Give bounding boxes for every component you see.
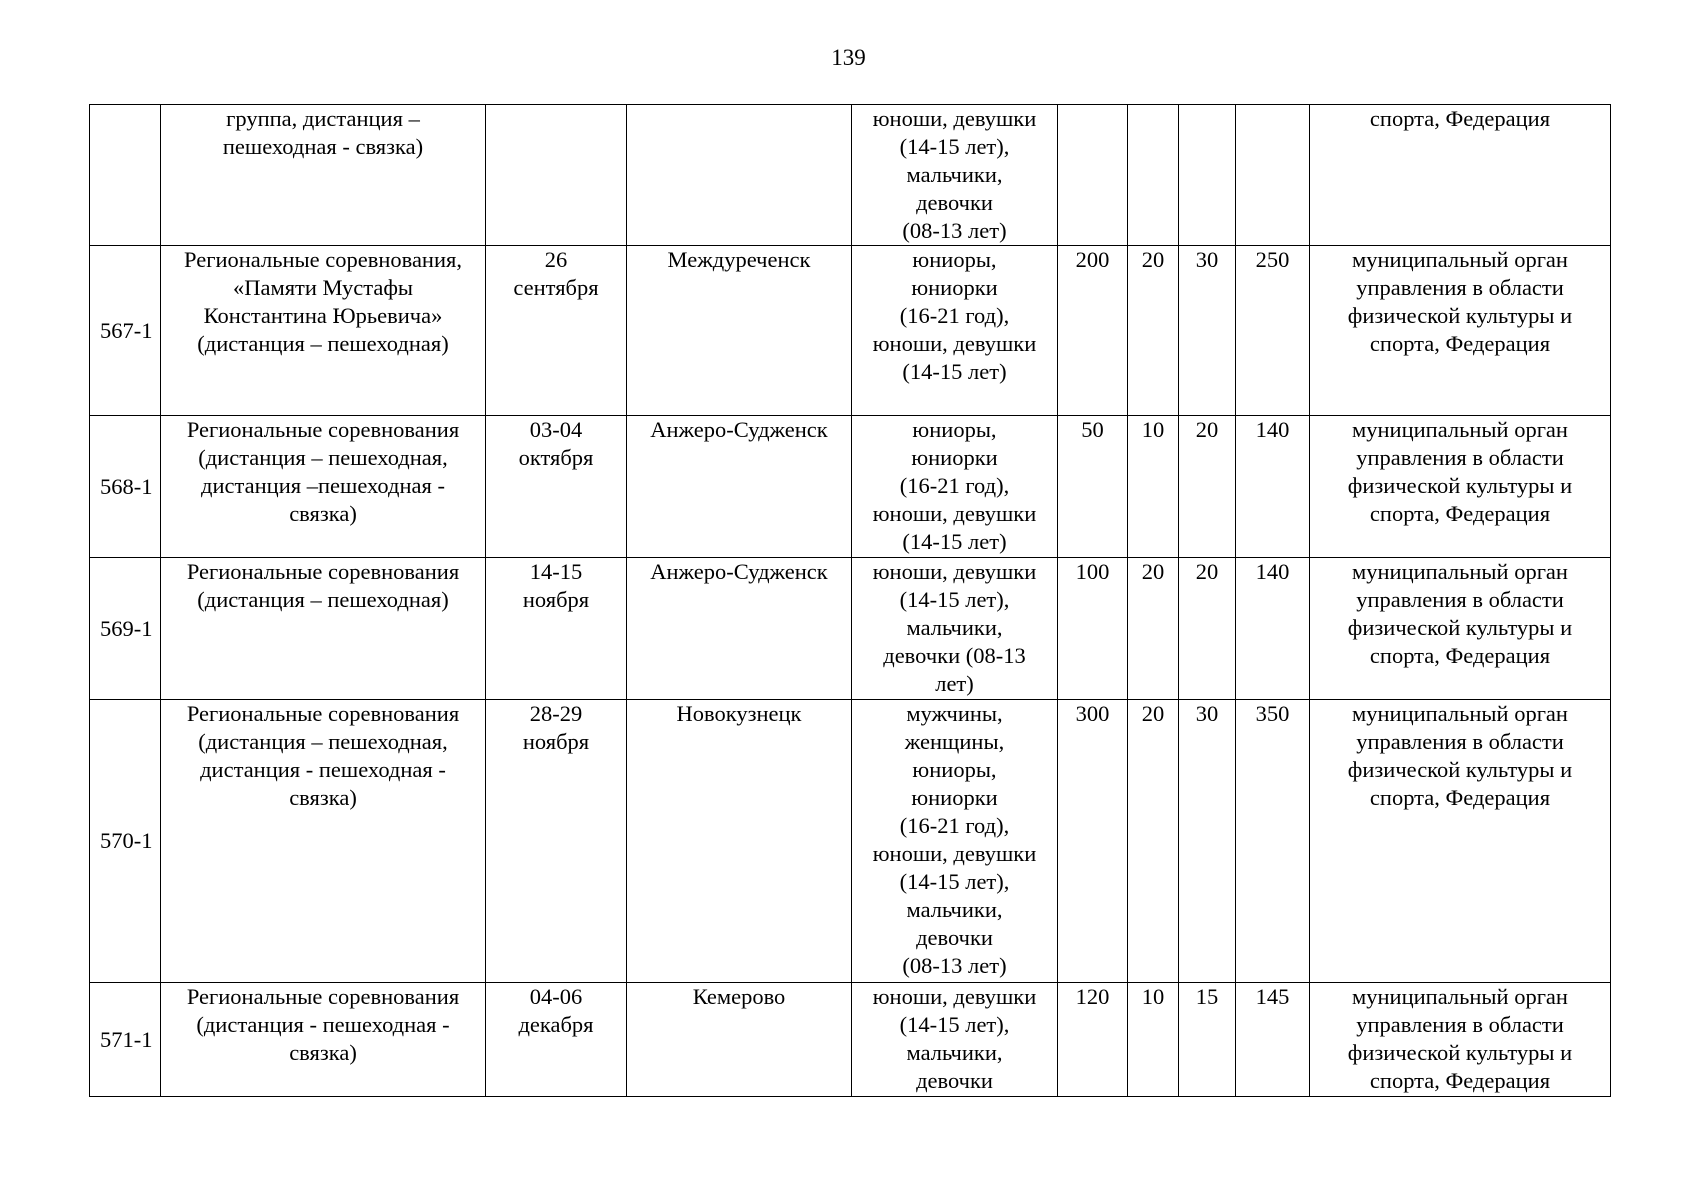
number-cell bbox=[90, 105, 161, 246]
place-cell bbox=[627, 105, 852, 246]
event-dates-line: 04-06 bbox=[529, 984, 583, 1009]
row-number: 571-1 bbox=[100, 1026, 153, 1052]
event-dates-line: ноября bbox=[522, 729, 590, 754]
participants-cell bbox=[852, 105, 1058, 246]
organizer-line: спорта, Федерация bbox=[1369, 1068, 1551, 1093]
count-value-2: 20 bbox=[1141, 559, 1165, 584]
organizer-cell bbox=[1310, 983, 1611, 1097]
count-cell-4 bbox=[1236, 246, 1310, 416]
count-cell-4 bbox=[1236, 416, 1310, 558]
organizer-line: управления в области bbox=[1356, 445, 1564, 470]
place-cell bbox=[627, 246, 852, 416]
organizer-line: муниципальный орган bbox=[1352, 701, 1568, 726]
row-number: 568-1 bbox=[100, 473, 153, 499]
event-name-line: Региональные соревнования bbox=[186, 417, 460, 442]
participants-line: (14-15 лет), bbox=[899, 134, 1010, 159]
event-dates-line: декабря bbox=[518, 1012, 594, 1037]
count-cell-4 bbox=[1236, 983, 1310, 1097]
participants-line: юноши, девушки bbox=[872, 106, 1037, 131]
table-row bbox=[90, 558, 1611, 700]
event-dates-line: ноября bbox=[522, 587, 590, 612]
event-name-line: дистанция - пешеходная - bbox=[200, 757, 446, 782]
organizer-cell bbox=[1310, 700, 1611, 983]
count-cell-3 bbox=[1179, 700, 1236, 983]
number-cell bbox=[90, 700, 161, 983]
row-number: 570-1 bbox=[100, 828, 153, 853]
event-dates-line: 14-15 bbox=[529, 559, 583, 584]
participants-line: девочки bbox=[916, 925, 993, 950]
competition-schedule-table bbox=[89, 104, 1611, 1097]
count-cell-1 bbox=[1058, 416, 1128, 558]
count-value-1: 100 bbox=[1075, 559, 1110, 584]
participants-cell bbox=[852, 983, 1058, 1097]
participants-line: юниоры, bbox=[912, 417, 997, 442]
organizer-cell bbox=[1310, 246, 1611, 416]
count-value-3: 20 bbox=[1195, 559, 1219, 584]
count-value-4: 145 bbox=[1255, 984, 1290, 1009]
event-name-line: Региональные соревнования bbox=[186, 984, 460, 1009]
count-value-3: 30 bbox=[1195, 247, 1219, 272]
count-value-3: 15 bbox=[1195, 984, 1219, 1009]
count-cell-2 bbox=[1128, 700, 1179, 983]
participants-line: мальчики, bbox=[906, 162, 1003, 187]
event-name-line: пешеходная - связка) bbox=[222, 134, 424, 159]
organizer-line: физической культуры и bbox=[1347, 757, 1573, 782]
event-name-line: дистанция –пешеходная - bbox=[201, 473, 445, 498]
participants-line: мужчины, bbox=[906, 701, 1003, 726]
count-cell-1 bbox=[1058, 246, 1128, 416]
row-number: 567-1 bbox=[100, 317, 153, 343]
number-cell bbox=[90, 983, 161, 1097]
participants-cell bbox=[852, 700, 1058, 983]
count-cell-2 bbox=[1128, 558, 1179, 700]
participants-line: юноши, девушки bbox=[872, 841, 1037, 866]
count-value-4: 350 bbox=[1255, 701, 1290, 726]
participants-line: юниорки bbox=[911, 275, 998, 300]
organizer-line: муниципальный орган bbox=[1352, 559, 1568, 584]
participants-line: юниоры, bbox=[912, 247, 997, 272]
participants-line: юноши, девушки bbox=[872, 331, 1037, 356]
organizer-line: спорта, Федерация bbox=[1369, 106, 1551, 131]
number-cell bbox=[90, 416, 161, 558]
count-cell-3 bbox=[1179, 983, 1236, 1097]
count-value-4: 250 bbox=[1255, 247, 1290, 272]
count-cell-4 bbox=[1236, 558, 1310, 700]
event-name-cell bbox=[161, 105, 486, 246]
participants-line: юноши, девушки bbox=[872, 559, 1037, 584]
count-cell-4 bbox=[1236, 700, 1310, 983]
participants-line: девочки bbox=[916, 1068, 993, 1093]
organizer-cell bbox=[1310, 416, 1611, 558]
event-name-line: Константина Юрьевича» bbox=[203, 303, 443, 328]
event-name-line: связка) bbox=[289, 501, 357, 526]
participants-line: девочки bbox=[916, 190, 993, 215]
event-name-line: (дистанция – пешеходная) bbox=[197, 587, 449, 612]
participants-line: (14-15 лет) bbox=[902, 529, 1007, 554]
dates-cell bbox=[486, 246, 627, 416]
place-cell bbox=[627, 558, 852, 700]
organizer-cell bbox=[1310, 558, 1611, 700]
count-value-2: 20 bbox=[1141, 701, 1165, 726]
participants-line: юниорки bbox=[911, 785, 998, 810]
count-value-1: 300 bbox=[1075, 701, 1110, 726]
count-cell-1 bbox=[1058, 700, 1128, 983]
count-value-4: 140 bbox=[1255, 417, 1290, 442]
organizer-line: муниципальный орган bbox=[1352, 247, 1568, 272]
table-row bbox=[90, 983, 1611, 1097]
count-cell-2 bbox=[1128, 246, 1179, 416]
organizer-line: спорта, Федерация bbox=[1369, 785, 1551, 810]
participants-cell bbox=[852, 558, 1058, 700]
participants-line: женщины, bbox=[904, 729, 1005, 754]
event-place: Кемерово bbox=[692, 984, 786, 1009]
event-place: Междуреченск bbox=[667, 247, 811, 272]
participants-line: мальчики, bbox=[906, 1040, 1003, 1065]
organizer-line: муниципальный орган bbox=[1352, 417, 1568, 442]
event-place: Анжеро-Судженск bbox=[650, 559, 828, 584]
participants-line: девочки (08-13 bbox=[883, 643, 1026, 668]
event-name-line: (дистанция - пешеходная - bbox=[196, 1012, 450, 1037]
event-name-cell bbox=[161, 558, 486, 700]
organizer-line: управления в области bbox=[1356, 1012, 1564, 1037]
participants-cell bbox=[852, 416, 1058, 558]
organizer-cell bbox=[1310, 105, 1611, 246]
count-cell-3 bbox=[1179, 558, 1236, 700]
participants-line: (16-21 год), bbox=[899, 813, 1010, 838]
event-name-line: группа, дистанция – bbox=[226, 106, 420, 131]
participants-line: (14-15 лет), bbox=[899, 869, 1010, 894]
participants-line: юниоры, bbox=[912, 757, 997, 782]
count-cell-4 bbox=[1236, 105, 1310, 246]
count-cell-3 bbox=[1179, 246, 1236, 416]
participants-line: (08-13 лет) bbox=[902, 218, 1007, 243]
count-value-3: 30 bbox=[1195, 701, 1219, 726]
organizer-line: физической культуры и bbox=[1347, 615, 1573, 640]
place-cell bbox=[627, 416, 852, 558]
event-place: Анжеро-Судженск bbox=[650, 417, 828, 442]
place-cell bbox=[627, 700, 852, 983]
event-dates-line: 26 bbox=[544, 247, 568, 272]
organizer-line: физической культуры и bbox=[1347, 303, 1573, 328]
table-row bbox=[90, 246, 1611, 416]
participants-line: (14-15 лет) bbox=[902, 359, 1007, 384]
event-dates-line: сентября bbox=[513, 275, 599, 300]
count-value-1: 50 bbox=[1081, 417, 1104, 442]
table-row bbox=[90, 105, 1611, 246]
participants-cell bbox=[852, 246, 1058, 416]
participants-line: (16-21 год), bbox=[899, 303, 1010, 328]
participants-line: юноши, девушки bbox=[872, 984, 1037, 1009]
event-place: Новокузнецк bbox=[676, 701, 802, 726]
dates-cell bbox=[486, 105, 627, 246]
dates-cell bbox=[486, 700, 627, 983]
organizer-line: спорта, Федерация bbox=[1369, 501, 1551, 526]
count-value-2: 10 bbox=[1141, 984, 1165, 1009]
dates-cell bbox=[486, 416, 627, 558]
event-dates-line: 03-04 bbox=[529, 417, 583, 442]
count-cell-2 bbox=[1128, 105, 1179, 246]
organizer-line: управления в области bbox=[1356, 729, 1564, 754]
count-value-2: 20 bbox=[1141, 247, 1165, 272]
dates-cell bbox=[486, 558, 627, 700]
count-value-2: 10 bbox=[1141, 417, 1165, 442]
event-name-line: «Памяти Мустафы bbox=[232, 275, 414, 300]
count-cell-3 bbox=[1179, 416, 1236, 558]
count-value-3: 20 bbox=[1195, 417, 1219, 442]
count-value-1: 120 bbox=[1075, 984, 1110, 1009]
table-row bbox=[90, 416, 1611, 558]
count-cell-1 bbox=[1058, 558, 1128, 700]
event-dates-line: октября bbox=[518, 445, 594, 470]
organizer-line: спорта, Федерация bbox=[1369, 331, 1551, 356]
count-cell-1 bbox=[1058, 983, 1128, 1097]
participants-line: (14-15 лет), bbox=[899, 1012, 1010, 1037]
event-name-line: Региональные соревнования, bbox=[184, 247, 462, 272]
event-name-line: (дистанция – пешеходная, bbox=[198, 729, 448, 754]
event-name-cell bbox=[161, 983, 486, 1097]
count-value-1: 200 bbox=[1075, 247, 1110, 272]
count-cell-2 bbox=[1128, 983, 1179, 1097]
event-name-line: связка) bbox=[289, 1040, 357, 1065]
participants-line: лет) bbox=[935, 671, 974, 696]
event-name-cell bbox=[161, 246, 486, 416]
count-value-4: 140 bbox=[1255, 559, 1290, 584]
number-cell bbox=[90, 246, 161, 416]
participants-line: мальчики, bbox=[906, 615, 1003, 640]
participants-line: (14-15 лет), bbox=[899, 587, 1010, 612]
event-name-cell bbox=[161, 416, 486, 558]
table-row bbox=[90, 700, 1611, 983]
event-name-line: Региональные соревнования bbox=[186, 559, 460, 584]
organizer-line: управления в области bbox=[1356, 275, 1564, 300]
organizer-line: физической культуры и bbox=[1347, 1040, 1573, 1065]
event-name-line: (дистанция – пешеходная, bbox=[198, 445, 448, 470]
organizer-line: муниципальный орган bbox=[1352, 984, 1568, 1009]
count-cell-3 bbox=[1179, 105, 1236, 246]
participants-line: (08-13 лет) bbox=[902, 953, 1007, 978]
participants-line: юниорки bbox=[911, 445, 998, 470]
event-name-line: (дистанция – пешеходная) bbox=[197, 331, 449, 356]
number-cell bbox=[90, 558, 161, 700]
participants-line: (16-21 год), bbox=[899, 473, 1010, 498]
event-dates-line: 28-29 bbox=[529, 701, 583, 726]
event-name-line: связка) bbox=[289, 785, 357, 810]
organizer-line: управления в области bbox=[1356, 587, 1564, 612]
participants-line: мальчики, bbox=[906, 897, 1003, 922]
organizer-line: физической культуры и bbox=[1347, 473, 1573, 498]
row-number: 569-1 bbox=[100, 615, 153, 641]
event-name-line: Региональные соревнования bbox=[186, 701, 460, 726]
count-cell-2 bbox=[1128, 416, 1179, 558]
count-cell-1 bbox=[1058, 105, 1128, 246]
dates-cell bbox=[486, 983, 627, 1097]
organizer-line: спорта, Федерация bbox=[1369, 643, 1551, 668]
place-cell bbox=[627, 983, 852, 1097]
page-number: 139 bbox=[831, 45, 866, 70]
event-name-cell bbox=[161, 700, 486, 983]
participants-line: юноши, девушки bbox=[872, 501, 1037, 526]
